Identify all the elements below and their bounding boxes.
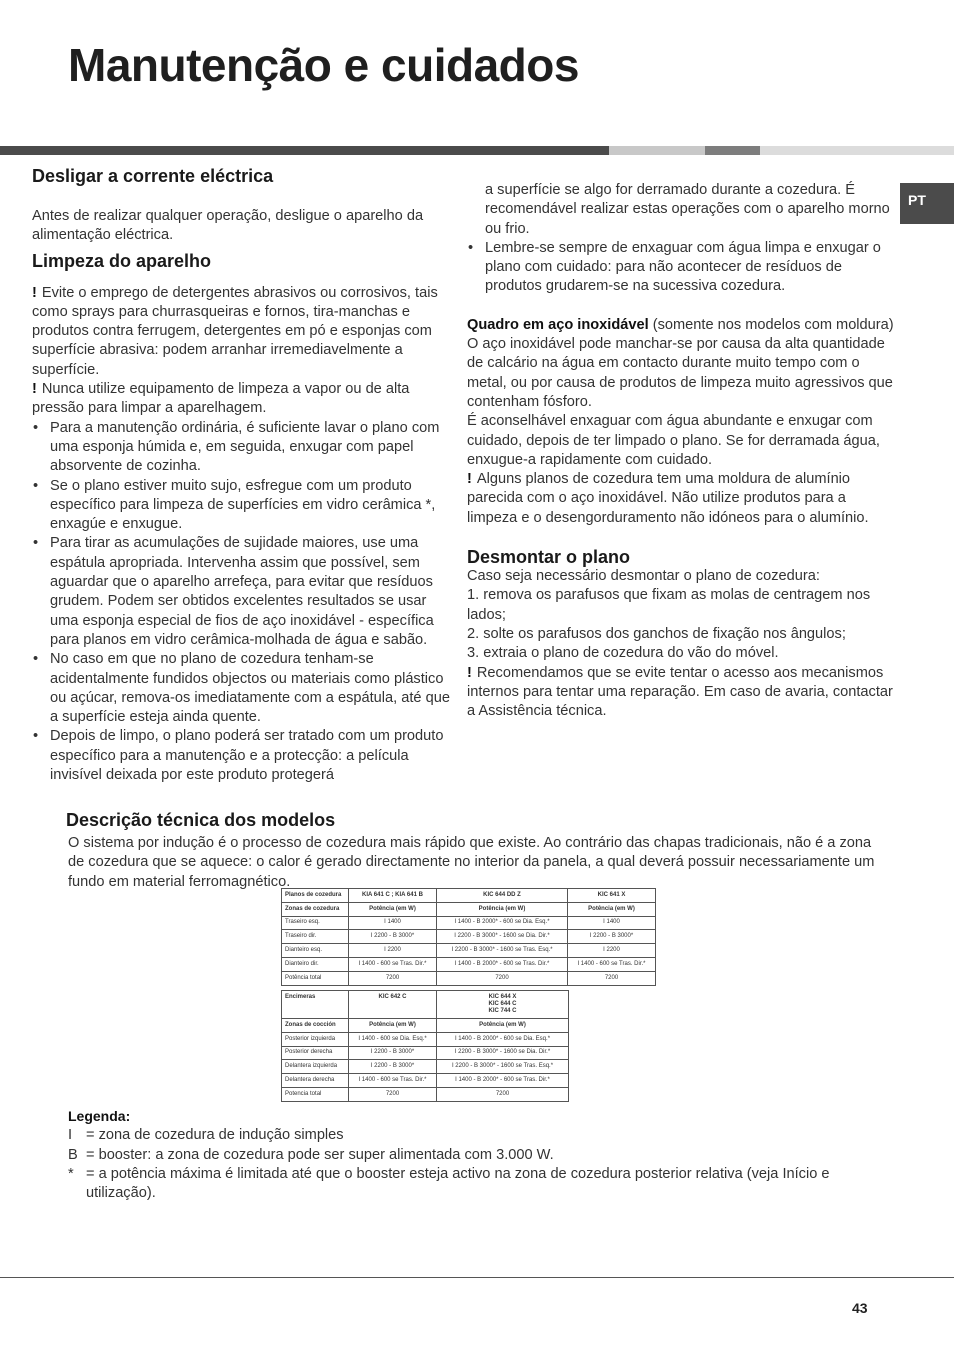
disassemble-step: 2. solte os parafusos dos ganchos de fixação nos ângulos; bbox=[467, 625, 846, 642]
warning-abrasive: ! Evite o emprego de detergentes abrasivos ou corrosivos, tais como sprays para churrasqueiras e fornos, tira-manchas e produtos contra ferrugem, detergentes em pó e esponjas com superfície abrasiva: podem arranhar irremediavelmente a superfície. bbox=[32, 284, 438, 378]
legend-heading: Legenda: bbox=[68, 1108, 131, 1124]
warning-repair: ! Recomendamos que se evite tentar o acesso aos mecanismos internos para tentar uma reparação. Em caso de avaria, contactar a Assistência técnica. bbox=[467, 664, 893, 720]
table-row bbox=[282, 1074, 569, 1088]
table-cell: Potencia total bbox=[282, 1087, 349, 1101]
table-row bbox=[282, 916, 656, 930]
table-cell: I 2200 - B 3000* bbox=[349, 930, 437, 944]
power-text: Antes de realizar qualquer operação, desligue o aparelho da alimentação eléctrica. bbox=[32, 208, 424, 244]
table-header-cell: KIC 644 DD Z bbox=[437, 889, 568, 903]
list-item: • Para tirar as acumulações de sujidade maiores, use uma espátula apropriada. Intervenha assim que possível, sem aguardar que o aparelho arrefeça, para evitar que resíduos grudem. Podem ser obtidos excelentes resultados se usar uma esponja especial de fios de aço inoxidável - específica para planos em vidro cerâmica-molhada de água e sabão. bbox=[32, 534, 450, 650]
table-cell: I 2200 - B 3000* bbox=[349, 1060, 437, 1074]
table-cell: I 2200 bbox=[568, 944, 656, 958]
table-header-cell: KIC 642 C bbox=[349, 991, 437, 1019]
legend-key: I bbox=[68, 1127, 73, 1144]
table-cell: 7200 bbox=[437, 1087, 569, 1101]
table-cell: 7200 bbox=[568, 971, 656, 985]
table-subheader-row bbox=[282, 1019, 569, 1033]
legend-item bbox=[68, 1126, 888, 1145]
warning-mark: ! bbox=[32, 381, 37, 398]
legend-text: = zona de cozedura de indução simples bbox=[86, 1127, 344, 1144]
table-cell: I 2200 - B 3000* bbox=[349, 1046, 437, 1060]
warning-steam: ! Nunca utilize equipamento de limpeza a vapor ou de alta pressão para limpar a aparelhagem. bbox=[32, 381, 410, 417]
model-label: KIC 644 C bbox=[488, 1001, 517, 1007]
table-row bbox=[282, 1087, 569, 1101]
model-label: KIC 744 C bbox=[488, 1008, 517, 1014]
language-tab: PT bbox=[900, 183, 954, 224]
steel-heading: Quadro em aço inoxidável (somente nos modelos com moldura) bbox=[467, 316, 894, 333]
table-header-cell bbox=[437, 991, 569, 1019]
table-header-cell: KIA 641 C ; KIA 641 B bbox=[349, 889, 437, 903]
table-cell: I 1400 - 600 se Tras. Dir.* bbox=[568, 957, 656, 971]
table-cell: Traseiro esq. bbox=[282, 916, 349, 930]
disassemble-intro: Caso seja necessário desmontar o plano de cozedura: bbox=[467, 568, 820, 585]
table-cell: I 1400 - 600 se Dia. Esq.* bbox=[349, 1032, 437, 1046]
table-header-cell: Encimeras bbox=[282, 991, 349, 1019]
table-cell: Posterior derecha bbox=[282, 1046, 349, 1060]
cleaning-list bbox=[32, 419, 450, 786]
table-cell: Delantera derecha bbox=[282, 1074, 349, 1088]
table-cell: Dianteiro esq. bbox=[282, 944, 349, 958]
table-header-cell: Zonas de cozedura bbox=[282, 902, 349, 916]
table-cell: I 2200 - B 3000* - 1600 se Tras. Esq.* bbox=[437, 944, 568, 958]
table-row bbox=[282, 1060, 569, 1074]
legend-key: * bbox=[68, 1165, 74, 1182]
warning-aluminium: ! Alguns planos de cozedura tem uma moldura de alumínio parecida com o aço inoxidável. Não utilize produtos para a limpeza e o desengorduramento não idóneos para o alumínio. bbox=[467, 471, 869, 526]
disassemble-step: 1. remova os parafusos que fixam as molas de centragem nos lados; bbox=[467, 587, 871, 623]
table-header-cell: Potência (em W) bbox=[437, 902, 568, 916]
table-cell: Posterior izquierda bbox=[282, 1032, 349, 1046]
legend-key: B bbox=[68, 1146, 78, 1163]
table-cell: I 1400 - B 2000* - 600 se Dia. Esq.* bbox=[437, 1032, 569, 1046]
table-cell: I 1400 - 600 se Tras. Dir.* bbox=[349, 1074, 437, 1088]
table-cell: Potência total bbox=[282, 971, 349, 985]
table-header-cell: Potência (em W) bbox=[349, 1019, 437, 1033]
section-heading-tech: Descrição técnica dos modelos bbox=[66, 810, 336, 830]
table-cell: 7200 bbox=[437, 971, 568, 985]
table-cell: Traseiro dir. bbox=[282, 930, 349, 944]
legend-item bbox=[68, 1165, 888, 1204]
table-header-cell: Zonas de cocción bbox=[282, 1019, 349, 1033]
list-item: • Se o plano estiver muito sujo, esfregue com um produto específico para limpeza de superfícies em vidro cerâmica *, enxagúe e enxugue. bbox=[32, 477, 450, 535]
table-cell: I 1400 - B 2000* - 600 se Tras. Dir.* bbox=[437, 957, 568, 971]
table-row bbox=[282, 930, 656, 944]
table-cell: 7200 bbox=[349, 1087, 437, 1101]
list-item: • No caso em que no plano de cozedura tenham-se acidentalmente fundidos objectos ou materiais como plástico ou açúcar, remova-os imediatamente com a espátula, até que a superfície esteja ainda quente. bbox=[32, 650, 450, 727]
table-cell: Dianteiro dir. bbox=[282, 957, 349, 971]
warning-mark: ! bbox=[32, 284, 37, 301]
footer-divider bbox=[0, 1277, 954, 1278]
warning-mark: ! bbox=[467, 471, 472, 488]
page-number: 43 bbox=[852, 1300, 868, 1316]
model-label: KIC 644 X bbox=[488, 994, 517, 1000]
legend-text: = booster: a zona de cozedura pode ser super alimentada com 3.000 W. bbox=[86, 1146, 554, 1163]
table-cell: I 1400 - B 2000* - 600 se Tras. Dir.* bbox=[437, 1074, 569, 1088]
section-heading-cleaning: Limpeza do aparelho bbox=[32, 250, 212, 271]
table-header-cell: KIC 641 X bbox=[568, 889, 656, 903]
section-heading-power: Desligar a corrente eléctrica bbox=[32, 166, 274, 186]
spec-table-1 bbox=[281, 888, 656, 986]
table-header-row bbox=[282, 991, 569, 1019]
table-header-cell: Potência (em W) bbox=[568, 902, 656, 916]
header-bar-mid bbox=[705, 146, 760, 155]
table-cell: I 2200 - B 3000* bbox=[568, 930, 656, 944]
warning-mark: ! bbox=[467, 664, 472, 681]
right-column bbox=[467, 181, 895, 721]
tech-intro: O sistema por indução é o processo de cozedura mais rápido que existe. Ao contrário das chapas tradicionais, não é a zona de cozedura que se aquece: o calor é gerado directamente no interior da panela, a qual deverá possuir necessariamente um fundo em material ferromagnético. bbox=[68, 835, 875, 890]
spec-table-2 bbox=[281, 990, 569, 1102]
table-cell: 7200 bbox=[349, 971, 437, 985]
table-cell: I 1400 bbox=[568, 916, 656, 930]
header-bar-pale bbox=[760, 146, 954, 155]
table-header-cell: Potência (em W) bbox=[437, 1019, 569, 1033]
table-cell: I 2200 - B 3000* - 1600 se Dia. Dir.* bbox=[437, 1046, 569, 1060]
steel-paragraph: É aconselhável enxaguar com água abundante e enxugar com cuidado, depois de ter limpado o plano. Se for derramada água, enxugue-a rapidamente com cuidado. bbox=[467, 413, 880, 468]
list-item: • Para a manutenção ordinária, é suficiente lavar o plano com uma esponja húmida e, em seguida, enxugar com papel absorvente de cozinha. bbox=[32, 419, 450, 477]
table-header-cell: Potência (em W) bbox=[349, 902, 437, 916]
table-cell: I 1400 - B 2000* - 600 se Dia. Esq.* bbox=[437, 916, 568, 930]
header-bar-dark bbox=[0, 146, 609, 155]
table-cell: I 1400 bbox=[349, 916, 437, 930]
cleaning-list-continued bbox=[467, 239, 895, 297]
list-item: • Depois de limpo, o plano poderá ser tratado com um produto específico para a manutenção e a protecção: a película invisível deixada por este produto protegerá bbox=[32, 727, 450, 785]
header-bar-light bbox=[609, 146, 705, 155]
table-row bbox=[282, 1032, 569, 1046]
table-cell: I 1400 - 600 se Tras. Dir.* bbox=[349, 957, 437, 971]
table-row bbox=[282, 1046, 569, 1060]
table-cell: I 2200 bbox=[349, 944, 437, 958]
table-header-cell: Planos de cozedura bbox=[282, 889, 349, 903]
legend-text: = a potência máxima é limitada até que o booster esteja activo na zona de cozedura posterior relativa (veja Início e utilização). bbox=[86, 1165, 830, 1202]
table-header-row bbox=[282, 889, 656, 903]
table-cell: I 2200 - B 3000* - 1600 se Dia. Dir.* bbox=[437, 930, 568, 944]
left-column bbox=[32, 164, 450, 785]
disassemble-step: 3. extraia o plano de cozedura do vão do móvel. bbox=[467, 645, 779, 662]
table-row bbox=[282, 944, 656, 958]
table-cell: I 2200 - B 3000* - 1600 se Tras. Esq.* bbox=[437, 1060, 569, 1074]
cleaning-continued: a superfície se algo for derramado durante a cozedura. É recomendável realizar estas operações com o aparelho morno ou frio. bbox=[485, 182, 890, 237]
steel-paragraph: O aço inoxidável pode manchar-se por causa da alta quantidade de calcário na água em contacto durante muito tempo com o metal, ou por causa de produtos de limpeza muito agressivos que contenham fósforo. bbox=[467, 336, 893, 410]
legend-item bbox=[68, 1146, 888, 1165]
table-row bbox=[282, 971, 656, 985]
table-row bbox=[282, 957, 656, 971]
table-cell: Delantera izquierda bbox=[282, 1060, 349, 1074]
list-item: • Lembre-se sempre de enxaguar com água limpa e enxugar o plano com cuidado: para não acontecer de resíduos de produtos grudarem-se na sucessiva cozedura. bbox=[467, 239, 895, 297]
legend bbox=[68, 1107, 888, 1203]
page-title: Manutenção e cuidados bbox=[68, 39, 579, 91]
section-heading-disassemble: Desmontar o plano bbox=[467, 547, 631, 568]
table-subheader-row bbox=[282, 902, 656, 916]
